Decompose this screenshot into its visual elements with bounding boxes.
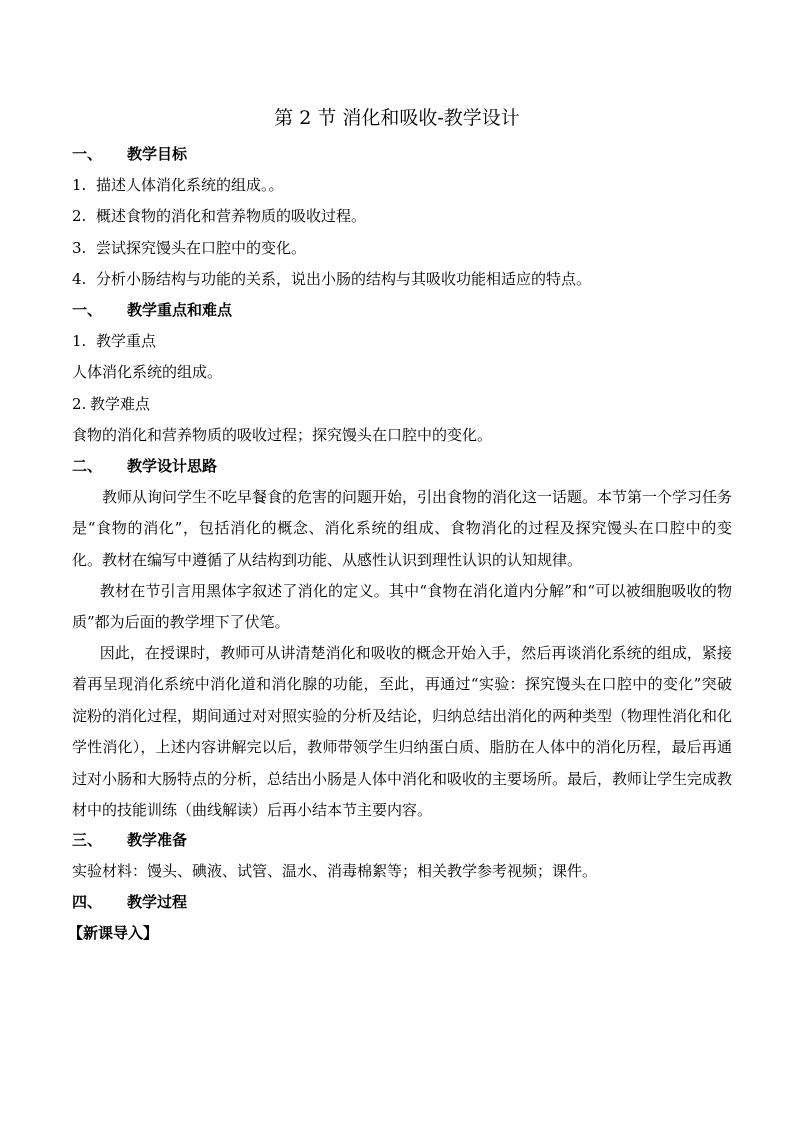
item-text: 描述人体消化系统的组成。。	[96, 176, 284, 194]
list-item	[72, 268, 732, 290]
key-point-body: 人体消化系统的组成。	[72, 363, 223, 381]
item-text: 分析小肠结构与功能的关系，说出小肠的结构与其吸收功能相适应的特点。	[96, 270, 592, 288]
item-number: 2.	[72, 395, 87, 413]
paragraph: 教材在节引言用黑体字叙述了消化的定义。其中“食物在消化道内分解”和“可以被细胞吸收的物质”都为后面的教学埋下了伏笔。	[72, 582, 732, 632]
preparation-body: 实验材料：馒头、碘液、试管、温水、消毒棉絮等；相关教学参考视频；课件。	[72, 862, 598, 880]
item-text: 教学重点	[96, 332, 157, 350]
item-text: 教学难点	[90, 395, 151, 413]
section-number: 一、	[72, 301, 103, 319]
section-title: 教学重点和难点	[127, 301, 233, 319]
item-number: 4.	[72, 270, 87, 288]
difficulty-body: 食物的消化和营养物质的吸收过程；探究馒头在口腔中的变化。	[72, 426, 493, 444]
section-title: 教学准备	[127, 831, 188, 849]
section-title: 教学目标	[127, 145, 188, 163]
item-number: 1.	[72, 332, 87, 350]
section-title: 教学设计思路	[127, 457, 218, 475]
paragraph: 因此，在授课时，教师可从讲清楚消化和吸收的概念开始入手，然后再谈消化系统的组成，紧接着再呈现消化系统中消化道和消化腺的功能，至此，再通过“实验：探究馒头在口腔中的变化”突破淀粉的消化过程，期间通过对对照实验的分析及结论，归纳总结出消化的两种类型（物理性消化和化学性消化），上述内容讲解完以后，教师带领学生归纳蛋白质、脂肪在人体中的消化历程，最后再通过对小肠和大肠特点的分析，总结出小肠是人体中消化和吸收的主要场所。最后，教师让学生完成教材中的技能训练（曲线解读）后再小结本节主要内容。	[72, 644, 733, 820]
section-number: 三、	[72, 831, 103, 849]
item-number: 1.	[72, 176, 87, 194]
item-text: 概述食物的消化和营养物质的吸收过程。	[96, 207, 367, 225]
document-title: 第 2 节 消化和吸收-教学设计	[274, 107, 520, 129]
section-heading-design-approach	[72, 455, 732, 477]
section-title: 教学过程	[127, 893, 188, 911]
section-heading-objectives	[72, 143, 732, 165]
section-number: 四、	[72, 893, 103, 911]
item-number: 2.	[72, 207, 87, 225]
section-heading-process	[72, 891, 732, 913]
list-item	[72, 237, 732, 259]
paragraph: 教师从询问学生不吃早餐食的危害的问题开始，引出食物的消化这一话题。本节第一个学习任务是“食物的消化”，包括消化的概念、消化系统的组成、食物消化的过程及探究馒头在口腔中的变化。教材在编写中遵循了从结构到功能、从感性认识到理性认识的认知规律。	[72, 488, 733, 569]
list-item	[72, 205, 732, 227]
item-text: 尝试探究馒头在口腔中的变化。	[96, 239, 307, 257]
list-item	[72, 174, 732, 196]
subheading-difficulty	[72, 393, 732, 415]
section-number: 二、	[72, 457, 103, 475]
section-heading-preparation	[72, 829, 732, 851]
section-heading-key-points	[72, 299, 732, 321]
subheading-new-lesson-intro: 【新课导入】	[68, 924, 159, 942]
subheading-key-point	[72, 330, 732, 352]
section-number: 一、	[72, 145, 103, 163]
item-number: 3.	[72, 239, 87, 257]
